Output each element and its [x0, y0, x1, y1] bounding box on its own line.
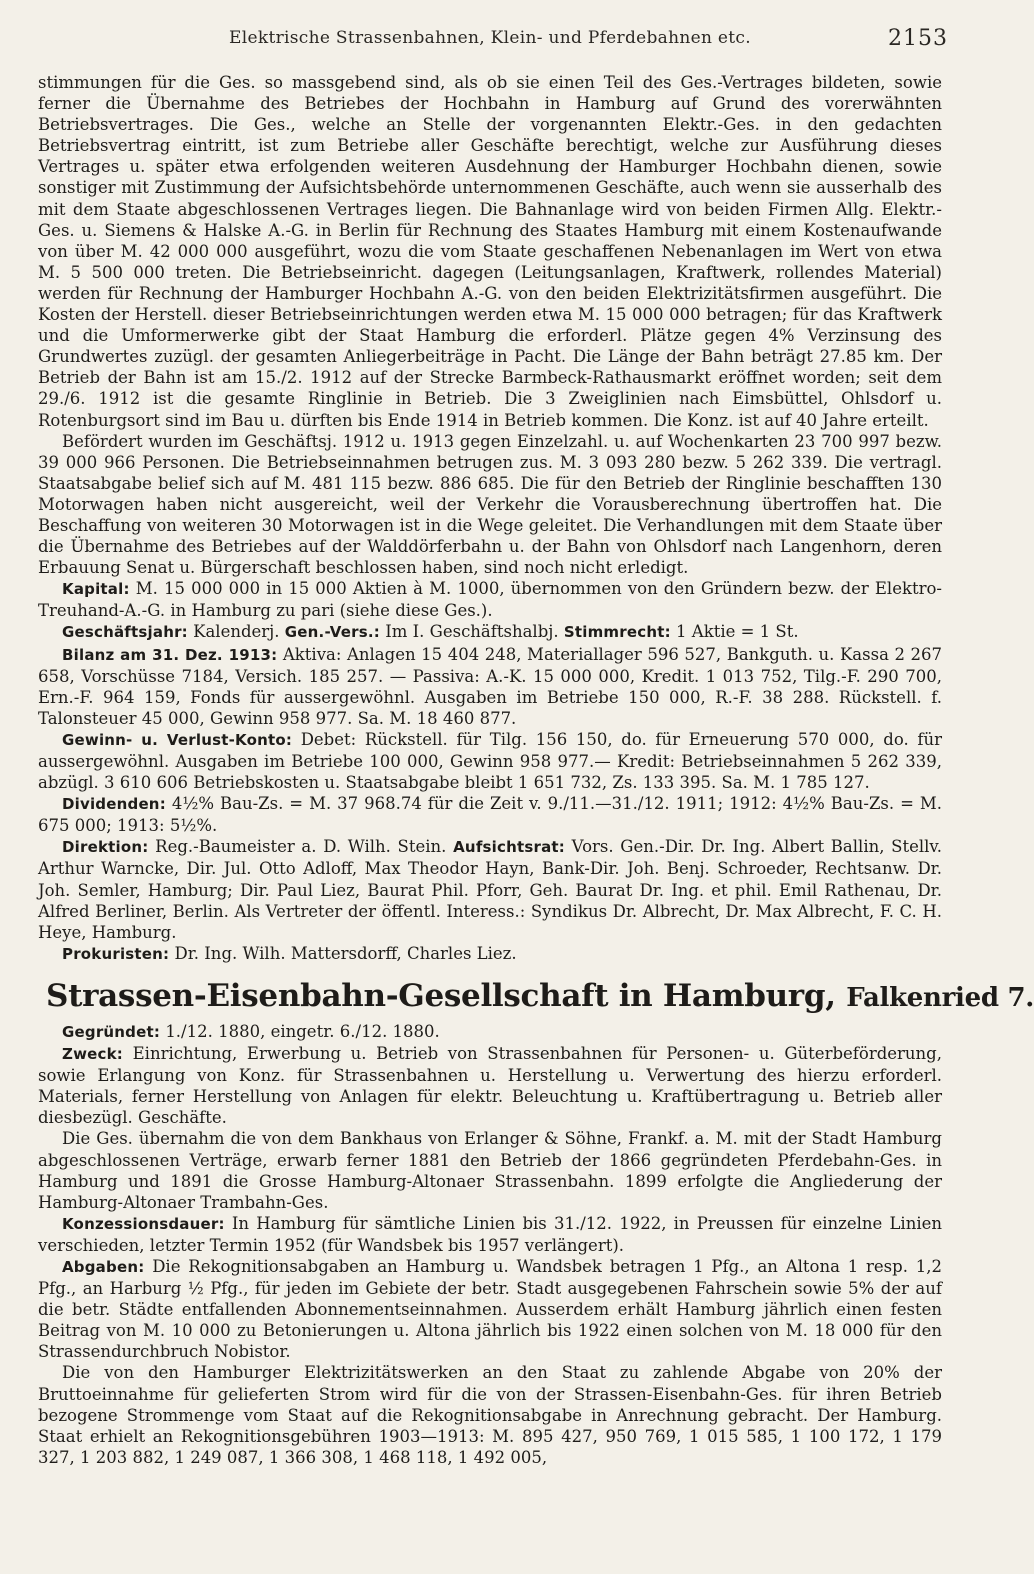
text-prokuristen: Dr. Ing. Wilh. Mattersdorff, Charles Liez. [174, 943, 517, 963]
body-text [38, 72, 1034, 1468]
entry-zweck [38, 1043, 942, 1128]
company-address: Falkenried 7. [846, 982, 1034, 1013]
label-bilanz: Bilanz am 31. Dez. 1913: [62, 645, 278, 664]
entry-abgaben [38, 1256, 942, 1362]
label-abgaben: Abgaben: [62, 1257, 145, 1276]
label-stimmrecht: Stimmrecht: [563, 623, 671, 642]
paragraph-befoerdert: Befördert wurden im Geschäftsj. 1912 u. 1913 gegen Einzelzahl. u. auf Wochenkarten 23 700 997 bezw. 39 000 966 Personen. Die Betriebseinnahmen betrugen zus. M. 3 093 280 bezw. 5 262 339. Die vertragl. Staatsabgabe belief sich auf M. 481 115 bezw. 886 685. Die für den Betrieb der Ringlinie beschafften 130 Motorwagen haben nicht ausgereicht, weil der Verkehr die Vorausberechnung übertroffen hat. Die Beschaffung von weiteren 30 Motorwagen ist in die Wege geleitet. Die Verhandlungen mit dem Staate über die Übernahme des Betriebes auf der Walddörferbahn u. der Bahn von Ohlsdorf nach Langenhorn, deren Erbauung Senat u. Bürgerschaft beschlossen haben, sind noch nicht erledigt. [38, 431, 942, 578]
entry-gewinn-verlust [38, 729, 942, 793]
entry-geschaeftsjahr [38, 621, 942, 643]
entry-bilanz [38, 644, 942, 729]
label-direktion: Direktion: [62, 838, 149, 857]
label-geschaeftsjahr: Geschäftsjahr: [62, 623, 188, 642]
text-gewinn-verlust: Debet: Rückstell. für Tilg. 156 150, do. für Erneuerung 570 000, do. für aussergewöhnl. Ausgaben im Betriebe 100 000, Gewinn 958 977.— Kredit: Betriebseinnahmen 5 262 339, abzügl. 3 610 606 Betriebskosten u. Staatsabgabe bleibt 1 651 732, Zs. 133 395. Sa. M. 1 785 127. [38, 729, 942, 793]
text-dividenden: 4½% Bau-Zs. = M. 37 968.74 für die Zeit v. 9./11.—31./12. 1911; 1912: 4½% Bau-Zs. = M. 675 000; 1913: 5½%. [38, 794, 942, 836]
text-zweck: Einrichtung, Erwerbung u. Betrieb von Strassenbahnen für Personen- u. Güterbeförderung, sowie Erlangung von Konz. für Strassenbahnen u. Herstellung u. Verwertung des hierzu erforderl. Materials, ferner Herstellung von Anlagen für elektr. Beleuchtung u. Kraftübertragung u. Betrieb aller diesbezügl. Geschäfte. [38, 1044, 942, 1128]
text-kapital: M. 15 000 000 in 15 000 Aktien à M. 1000, übernommen von den Gründern bezw. der Elektro-Treuhand-A.-G. in Hamburg zu pari (siehe diese Ges.). [38, 579, 942, 621]
text-stimmrecht: 1 Aktie = 1 St. [676, 622, 799, 642]
entry-direktion [38, 836, 942, 942]
running-title: Elektrische Strassenbahnen, Klein- und Pferdebahnen etc. [229, 28, 751, 48]
company-name: Strassen-Eisenbahn-Gesellschaft in Hamburg, [46, 977, 836, 1014]
paragraph-rekognition: Die von den Hamburger Elektrizitätswerken an den Staat zu zahlende Abgabe von 20% der Bruttoeinnahme für gelieferten Strom wird für die von der Strassen-Eisenbahn-Ges. für ihren Betrieb bezogene Strommenge vom Staat auf die Rekognitionsabgabe in Anrechnung gebracht. Der Hamburg. Staat erhielt an Rekognitionsgebühren 1903—1913: M. 895 427, 950 769, 1 015 585, 1 100 172, 1 179 327, 1 203 882, 1 249 087, 1 366 308, 1 468 118, 1 492 005, [38, 1363, 942, 1467]
entry-kapital [38, 578, 942, 621]
entry-dividenden [38, 793, 942, 836]
label-prokuristen: Prokuristen: [62, 944, 170, 963]
text-konzessionsdauer: In Hamburg für sämtliche Linien bis 31./12. 1922, in Preussen für einzelne Linien verschieden, letzter Termin 1952 (für Wandsbek bis 1957 verlängert). [38, 1213, 942, 1255]
entry-prokuristen [38, 943, 942, 965]
page-number: 2153 [888, 26, 948, 51]
entry-konzessionsdauer [38, 1213, 942, 1256]
text-abgaben: Die Rekognitionsabgaben an Hamburg u. Wandsbek betragen 1 Pfg., an Altona 1 resp. 1,2 Pfg., an Harburg ½ Pfg., für jeden im Gebiete der betr. Stadt ausgegebenen Fahrschein sowie 5% der auf die betr. Städte entfallenden Abonnementseinnahmen. Ausserdem erhält Hamburg jährlich einen festen Beitrag von M. 10 000 zu Betonierungen u. Altona jährlich bis 1922 einen solchen von M. 18 000 für den Strassendurchbruch Nobistor. [38, 1256, 942, 1362]
text-aufsichtsrat: Vors. Gen.-Dir. Dr. Ing. Albert Ballin, Stellv. Arthur Warncke, Dir. Jul. Otto Adloff, Max Theodor Hayn, Bank-Dir. Joh. Benj. Schroeder, Rechtsanw. Dr. Joh. Semler, Hamburg; Dir. Paul Liez, Baurat Phil. Pforr, Geh. Baurat Dr. Ing. et phil. Emil Rathenau, Dr. Alfred Berliner, Berlin. Als Vertreter der öffentl. Interess.: Syndikus Dr. Albrecht, Dr. Max Albrecht, F. C. H. Heye, Hamburg. [38, 837, 943, 942]
text-gegruendet: 1./12. 1880, eingetr. 6./12. 1880. [165, 1021, 440, 1041]
text-geschaeftsjahr: Kalenderj. [193, 622, 280, 642]
paragraph-continuation: stimmungen für die Ges. so massgebend sind, als ob sie einen Teil des Ges.-Vertrages bildeten, sowie ferner die Übernahme des Betriebes der Hochbahn in Hamburg auf Grund des vorerwähnten Betriebsvertrages. Die Ges., welche an Stelle der vorgenannten Elektr.-Ges. in den gedachten Betriebsvertrag eintritt, ist zum Betriebe aller Geschäfte berechtigt, welche zur Ausführung dieses Vertrages u. später etwa erfolgenden weiteren Ausdehnung der Hamburger Hochbahn dienen, sowie sonstiger mit Zustimmung der Aufsichtsbehörde unternommenen Geschäfte, auch wenn sie ausserhalb des mit dem Staate abgeschlossenen Vertrages liegen. Die Bahnanlage wird von beiden Firmen Allg. Elektr.-Ges. u. Siemens & Halske A.-G. in Berlin für Rechnung des Staates Hamburg mit einem Kostenaufwande von über M. 42 000 000 ausgeführt, wozu die vom Staate geschaffenen Nebenanlagen im Wert von etwa M. 5 500 000 treten. Die Betriebseinricht. dagegen (Leitungsanlagen, Kraftwerk, rollendes Material) werden für Rechnung der Hamburger Hochbahn A.-G. von den beiden Elektrizitätsfirmen ausgeführt. Die Kosten der Herstell. dieser Betriebseinrichtungen werden etwa M. 15 000 000 betragen; für das Kraftwerk und die Umformerwerke gibt der Staat Hamburg die erforderl. Plätze gegen 4% Verzinsung des Grundwertes zuzügl. der gesamten Anliegerbeiträge in Pacht. Die Länge der Bahn beträgt 27.85 km. Der Betrieb der Bahn ist am 15./2. 1912 auf der Strecke Barmbeck-Rathausmarkt eröffnet worden; seit dem 29./6. 1912 ist die gesamte Ringlinie in Betrieb. Die 3 Zweiglinien nach Eimsbüttel, Ohlsdorf u. Rotenburgsort sind im Bau u. dürften bis Ende 1914 in Betrieb kommen. Die Konz. ist auf 40 Jahre erteilt. [38, 73, 942, 430]
label-dividenden: Dividenden: [62, 795, 166, 814]
company-heading [46, 975, 1034, 1019]
label-gen-vers: Gen.-Vers.: [284, 623, 380, 642]
running-header [38, 22, 948, 52]
label-kapital: Kapital: [62, 580, 130, 599]
label-aufsichtsrat: Aufsichtsrat: [453, 838, 565, 857]
paragraph-uebernahm: Die Ges. übernahm die von dem Bankhaus von Erlanger & Söhne, Frankf. a. M. mit der Stadt Hamburg abgeschlossenen Verträge, erwarb ferner 1881 den Betrieb der 1866 gegründeten Pferdebahn-Ges. in Hamburg und 1891 die Grosse Hamburg-Altonaer Strassenbahn. 1899 erfolgte die Angliederung der Hamburg-Altonaer Trambahn-Ges. [38, 1129, 942, 1212]
text-bilanz: Aktiva: Anlagen 15 404 248, Materiallager 596 527, Bankguth. u. Kassa 2 267 658, Vorschüsse 7184, Versich. 185 257. — Passiva: A.-K. 15 000 000, Kredit. 1 013 752, Tilg.-F. 290 700, Ern.-F. 964 159, Fonds für aussergewöhnl. Ausgaben im Betriebe 150 000, R.-F. 38 288. Rückstell. f. Talonsteuer 45 000, Gewinn 958 977. Sa. M. 18 460 877. [38, 644, 943, 728]
label-zweck: Zweck: [62, 1045, 123, 1064]
text-direktion: Reg.-Baumeister a. D. Wilh. Stein. [155, 837, 447, 857]
entry-gegruendet [38, 1021, 942, 1043]
text-gen-vers: Im I. Geschäftshalbj. [385, 622, 559, 642]
label-gewinn-verlust: Gewinn- u. Verlust-Konto: [62, 730, 293, 749]
label-konzessionsdauer: Konzessionsdauer: [62, 1214, 225, 1233]
label-gegruendet: Gegründet: [62, 1022, 161, 1041]
